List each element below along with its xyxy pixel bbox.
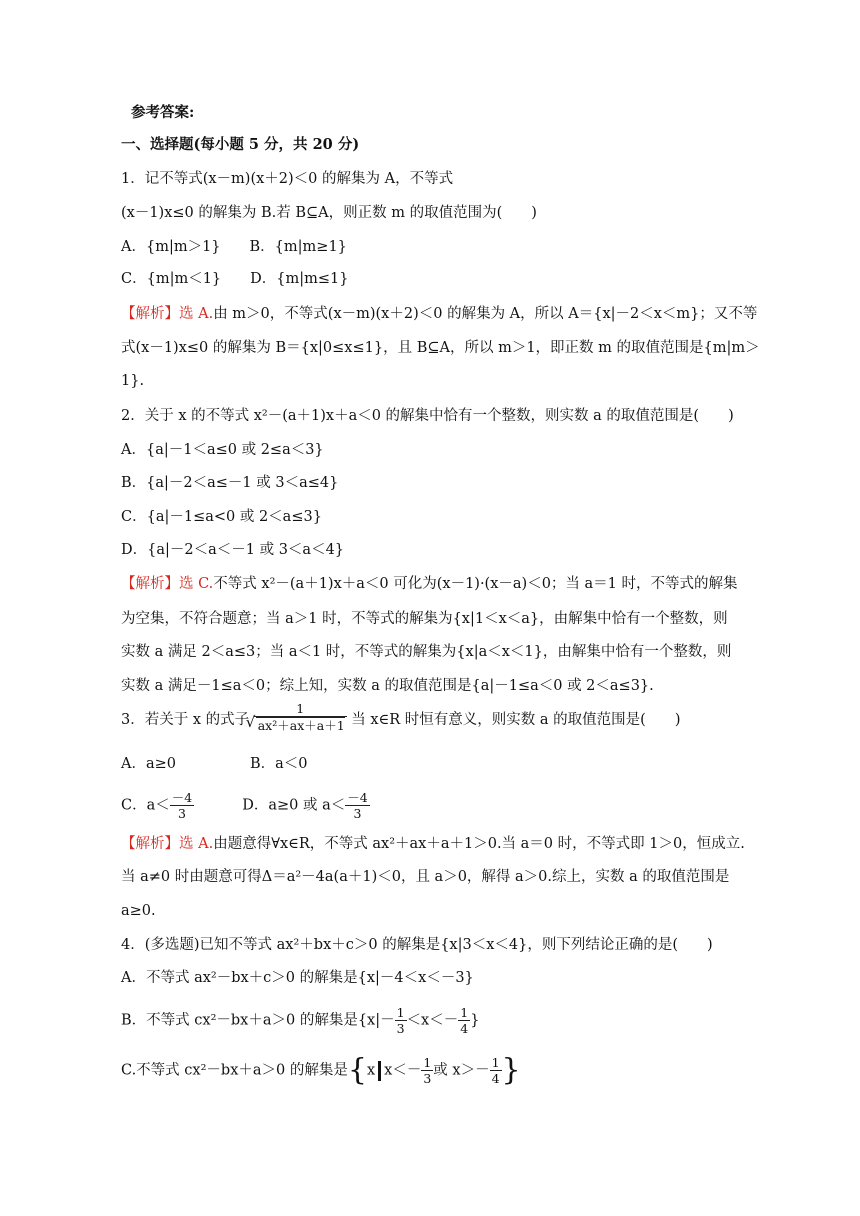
- q4-option-c-pre: C.不等式 cx²－bx＋a＞0 的解集是: [121, 1062, 348, 1079]
- frac-den: 4: [491, 1071, 500, 1086]
- q4-option-b-frac2: [458, 1005, 470, 1036]
- frac-den: 3: [353, 806, 362, 821]
- q4-option-b-post: }: [470, 1012, 480, 1029]
- frac-num: 1: [491, 1055, 500, 1070]
- q2-stem: 2．关于 x 的不等式 x²－(a＋1)x＋a＜0 的解集中恰有一个整数，则实数 a 的取值范围是( ): [121, 408, 734, 424]
- analysis-text: 由题意得∀x∈R，不等式 ax²＋ax＋a＋1＞0.当 a＝0 时，不等式即 1＞0，恒成立.: [213, 836, 745, 852]
- q1-options-cd: C．{m|m＜1} D．{m|m≤1}: [121, 271, 349, 287]
- analysis-tag: 【解析】: [121, 576, 179, 592]
- q3-fraction: [254, 701, 347, 733]
- frac-den: 3: [178, 806, 186, 821]
- q3-analysis-3: a≥0.: [121, 903, 156, 919]
- q4-option-c-mid2: 或 x＞－: [433, 1062, 490, 1079]
- frac-num: －4: [347, 790, 368, 805]
- q2-analysis-3: 实数 a 满足 2＜a≤3；当 a＜1 时，不等式的解集为{x|a＜x＜1}，由解集中恰有一个整数，则: [121, 644, 732, 660]
- frac-den: 4: [460, 1021, 469, 1036]
- q4-option-c-mid1: x＜－: [384, 1062, 422, 1079]
- q2-option-d: D．{a|－2＜a＜－1 或 3＜a＜4}: [121, 542, 345, 558]
- q1-analysis-3: 1}.: [121, 373, 145, 389]
- q3-option-c-pre: C．a＜: [121, 797, 170, 814]
- q3-radicand: ax²＋ax＋a＋1: [257, 718, 345, 733]
- q3-options-ab: [121, 754, 308, 774]
- q3-analysis-1: [121, 834, 745, 854]
- frac-den: 3: [423, 1071, 432, 1086]
- q4-option-a: A．不等式 ax²－bx＋c＞0 的解集是{x|－4＜x＜－3}: [121, 970, 474, 986]
- q4-option-b-frac1: [395, 1005, 407, 1036]
- q1-analysis-2: 式(x－1)x≤0 的解集为 B＝{x|0≤x≤1}，且 B⊆A，所以 m＞1，即正数 m 的取值范围是{m|m＞: [121, 340, 760, 356]
- q4-option-c-frac1: [421, 1055, 433, 1086]
- frac-num: 1: [396, 1005, 405, 1020]
- q3-stem-post: 当 x∈R 时恒有意义，则实数 a 的取值范围是( ): [351, 712, 681, 728]
- q2-analysis-4: 实数 a 满足－1≤a＜0；综上知，实数 a 的取值范围是{a|－1≤a＜0 或 2＜a≤3}.: [121, 678, 654, 694]
- frac-num: －4: [171, 790, 193, 805]
- analysis-tag: 【解析】: [121, 306, 179, 322]
- right-brace: }: [501, 1052, 521, 1088]
- q3-stem-pre: 3．若关于 x 的式子: [121, 712, 250, 728]
- q4-option-b-mid: ＜x＜－: [406, 1012, 459, 1029]
- left-brace: {: [347, 1052, 367, 1088]
- q4-option-c-x: x: [366, 1062, 376, 1079]
- q2-option-b: B．{a|－2＜a≤－1 或 3＜a≤4}: [121, 475, 339, 491]
- q3-options-cd: [121, 790, 370, 821]
- q3-frac-num: 1: [254, 701, 347, 717]
- q3-analysis-2: 当 a≠0 时由题意可得Δ＝a²－4a(a＋1)＜0，且 a＞0，解得 a＞0.综上，实数 a 的取值范围是: [121, 869, 730, 885]
- q4-option-c: [121, 1052, 521, 1088]
- q2-analysis-1: [121, 574, 738, 594]
- q2-option-a: A．{a|－1＜a≤0 或 2≤a＜3}: [121, 442, 324, 458]
- analysis-choice: 选 C.: [179, 576, 214, 592]
- q4-option-c-frac2: [490, 1055, 502, 1086]
- set-bar: [378, 1061, 381, 1081]
- analysis-choice: 选 A.: [179, 836, 214, 852]
- q1-analysis-1: [121, 304, 757, 324]
- q3-stem: [121, 701, 681, 733]
- frac-den: 3: [396, 1021, 405, 1036]
- q3-option-d-frac: [345, 790, 369, 821]
- analysis-text: 不等式 x²－(a＋1)x＋a＜0 可化为(x－1)·(x－a)＜0；当 a＝1 时，不等式的解集: [213, 576, 738, 592]
- q4-option-b: [121, 1005, 479, 1036]
- q3-option-d-pre: D．a≥0 或 a＜: [242, 797, 346, 814]
- q2-analysis-2: 为空集，不符合题意；当 a＞1 时，不等式的解集为{x|1＜x＜a}，由解集中恰有一个整数，则: [121, 611, 728, 627]
- q2-option-c: C．{a|－1≤a<0 或 2＜a≤3}: [121, 509, 322, 525]
- q3-frac-den: [254, 717, 347, 733]
- q1-options-ab: A．{m|m＞1} B．{m|m≥1}: [121, 239, 347, 255]
- frac-num: 1: [460, 1005, 469, 1020]
- answer-title: 参考答案:: [131, 104, 195, 121]
- q1-stem-1: 1．记不等式(x－m)(x＋2)＜0 的解集为 A，不等式: [121, 171, 454, 187]
- analysis-choice: 选 A.: [179, 306, 214, 322]
- q4-option-b-pre: B．不等式 cx²－bx＋a＞0 的解集是{x|－: [121, 1012, 395, 1029]
- frac-num: 1: [423, 1055, 432, 1070]
- q3-option-a: A．a≥0: [121, 756, 176, 772]
- analysis-tag: 【解析】: [121, 836, 179, 852]
- q1-stem-2: (x－1)x≤0 的解集为 B.若 B⊆A，则正数 m 的取值范围为( ): [121, 205, 537, 221]
- q4-stem: 4．(多选题)已知不等式 ax²＋bx＋c＞0 的解集是{x|3＜x＜4}，则下列结论正确的是( ): [121, 937, 713, 953]
- sqrt-sign: [256, 717, 345, 733]
- q3-option-c-frac: [170, 790, 194, 821]
- q3-option-b: B．a＜0: [250, 756, 308, 772]
- analysis-text: 由 m＞0，不等式(x－m)(x＋2)＜0 的解集为 A，所以 A＝{x|－2＜x＜m}；又不等: [213, 306, 758, 322]
- section-title: 一、选择题(每小题 5 分，共 20 分): [121, 136, 360, 153]
